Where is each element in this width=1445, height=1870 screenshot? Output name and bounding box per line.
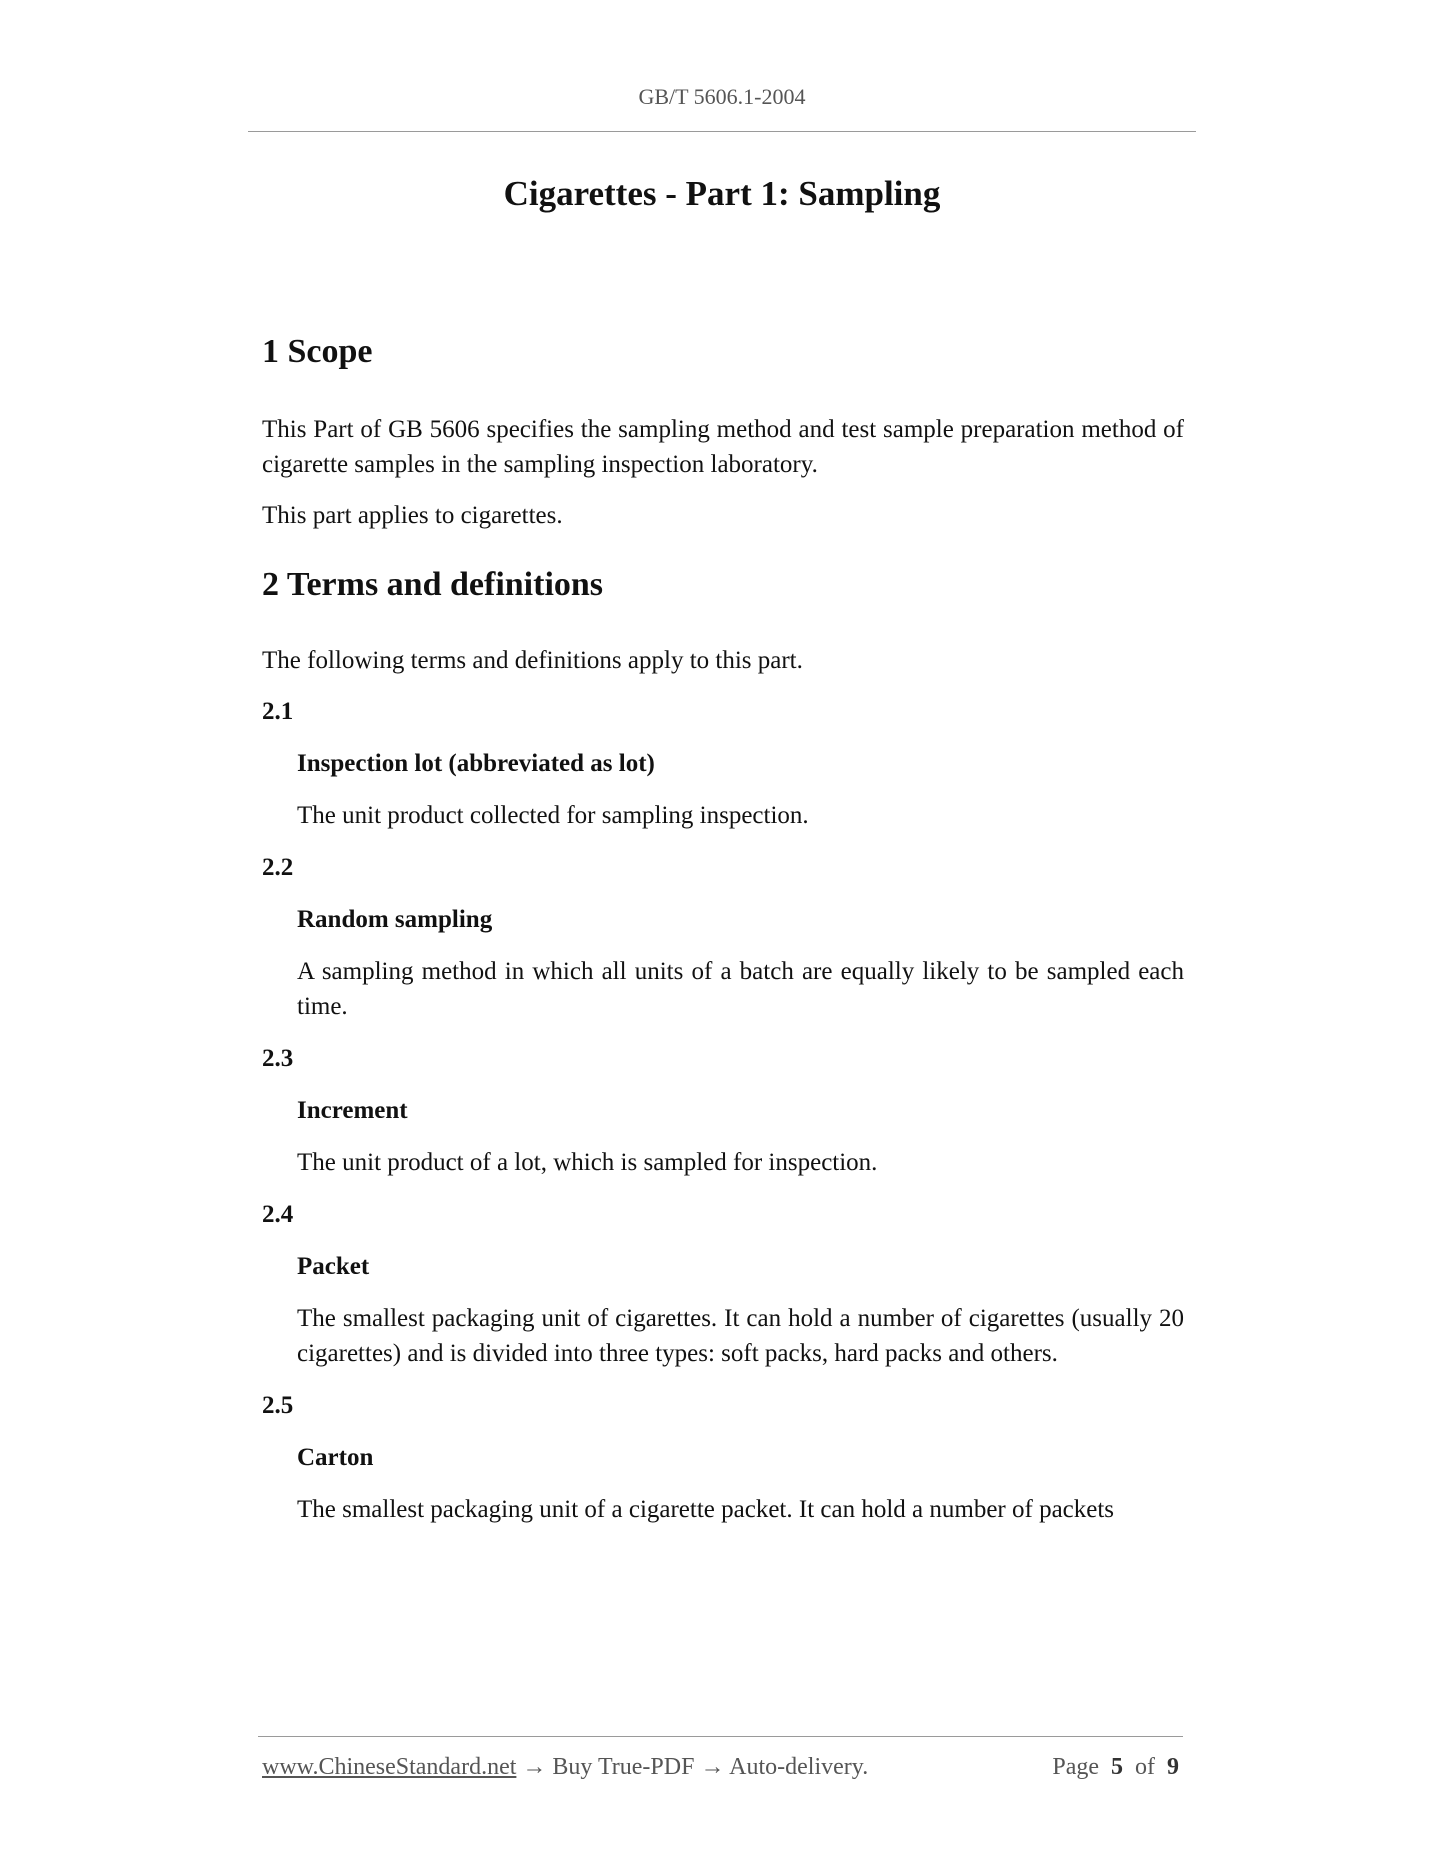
page-title: Cigarettes - Part 1: Sampling xyxy=(503,174,941,213)
section-heading-terms: 2 Terms and definitions xyxy=(262,566,604,603)
term-definition: The smallest packaging unit of a cigarette packet. It can hold a number of packets xyxy=(297,1496,1115,1523)
arrow-right-icon: → xyxy=(522,1754,547,1780)
section-heading-scope: 1 Scope xyxy=(262,333,373,370)
page-label: Page xyxy=(1052,1754,1099,1780)
header-divider xyxy=(248,131,1196,132)
term-name: Carton xyxy=(297,1444,374,1471)
term-definition: The unit product collected for sampling inspection. xyxy=(297,802,809,829)
term-name: Increment xyxy=(297,1097,408,1124)
scope-paragraph-1: This Part of GB 5606 specifies the sampling method and test sample preparation method of cigarette samples in the sampling inspection laboratory. xyxy=(262,416,1184,478)
term-entry-2-5 xyxy=(262,1388,1184,1527)
document-body xyxy=(262,330,1184,1527)
term-entry-2-4 xyxy=(262,1197,1184,1371)
term-name: Packet xyxy=(297,1253,370,1280)
term-number: 2.5 xyxy=(262,1392,294,1419)
scope-paragraph-2: This part applies to cigarettes. xyxy=(262,502,563,529)
term-definition: A sampling method in which all units of a batch are equally likely to be sampled each time. xyxy=(297,958,1184,1020)
term-definition: The unit product of a lot, which is sampled for inspection. xyxy=(297,1149,878,1176)
term-number: 2.4 xyxy=(262,1201,294,1228)
chinesestandard-link[interactable]: www.ChineseStandard.net xyxy=(262,1754,517,1780)
terms-intro: The following terms and definitions apply to this part. xyxy=(262,647,803,674)
term-number: 2.1 xyxy=(262,698,294,725)
term-name: Inspection lot (abbreviated as lot) xyxy=(297,750,655,777)
arrow-right-icon: → xyxy=(700,1754,725,1780)
term-name: Random sampling xyxy=(297,906,493,933)
term-entry-2-3 xyxy=(262,1041,1184,1180)
term-definition: The smallest packaging unit of cigarettes. It can hold a number of cigarettes (usually 20 cigarettes) and is divided into three types: soft packs, hard packs and others. xyxy=(297,1305,1184,1367)
auto-delivery-text: Auto-delivery. xyxy=(729,1754,869,1780)
document-header-code: GB/T 5606.1-2004 xyxy=(638,84,806,109)
page-indicator xyxy=(1052,1754,1179,1781)
term-number: 2.3 xyxy=(262,1045,294,1072)
footer-divider xyxy=(258,1736,1183,1737)
page-of-label: of xyxy=(1135,1754,1155,1780)
buy-pdf-text: Buy True-PDF xyxy=(552,1754,695,1780)
footer-links xyxy=(262,1754,868,1781)
term-entry-2-2 xyxy=(262,850,1184,1024)
page-current: 5 xyxy=(1111,1754,1123,1780)
page-total: 9 xyxy=(1167,1754,1179,1780)
term-number: 2.2 xyxy=(262,854,294,881)
term-entry-2-1 xyxy=(262,694,1184,833)
